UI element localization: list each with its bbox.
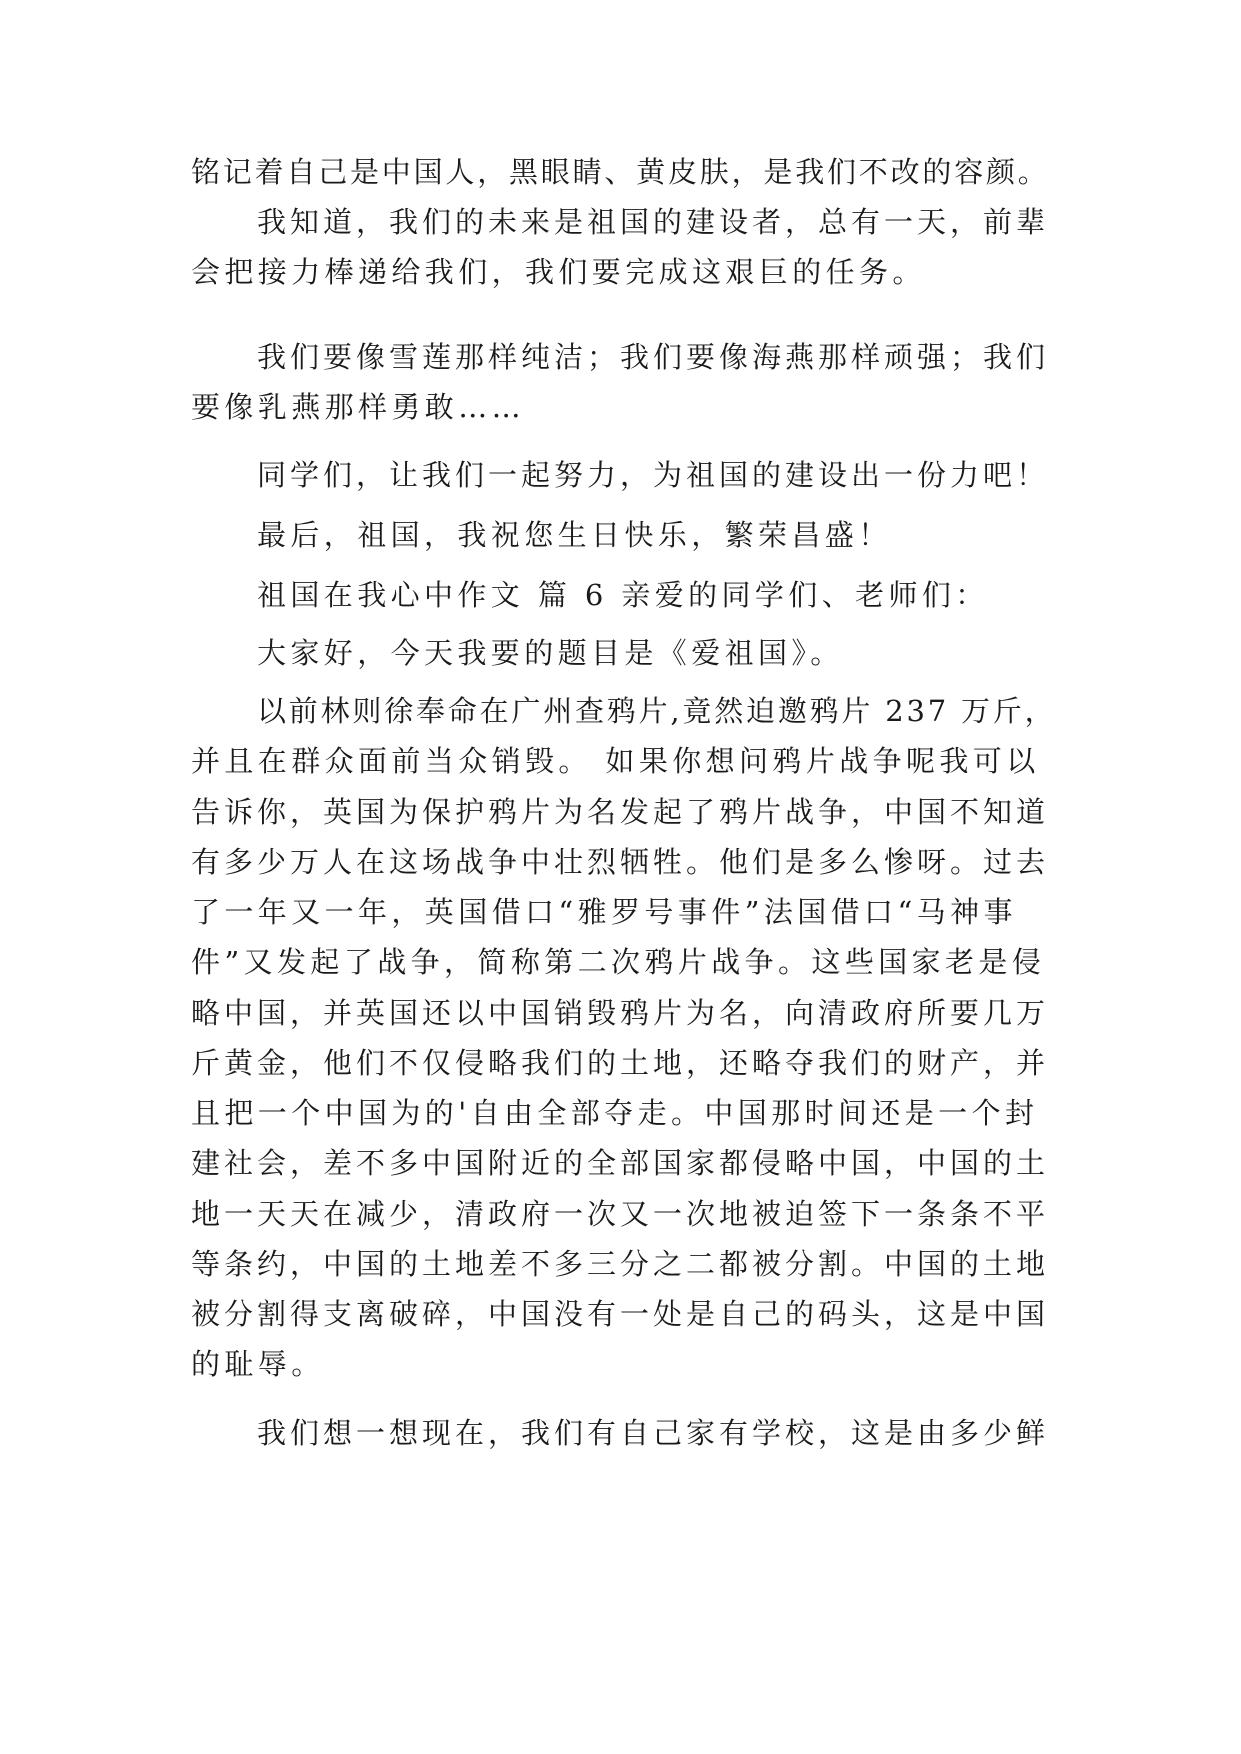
text-line: 的耻辱。: [191, 1347, 325, 1381]
text-line: 建社会，差不多中国附近的全部国家都侵略中国，中国的土: [191, 1146, 1050, 1180]
paragraph-line: 以前林则徐奉命在广州查鸦片,竟然迫邀鸦片 237 万斤，: [257, 694, 1057, 728]
text-line: 件”又发起了战争，简称第二次鸦片战争。这些国家老是侵: [191, 945, 1046, 979]
paragraph-line: 我们要像雪莲那样纯洁；我们要像海燕那样顽强；我们: [257, 340, 1050, 374]
paragraph-line: 我知道，我们的未来是祖国的建设者，总有一天，前辈: [257, 205, 1050, 239]
text-line: 且把一个中国为的'自由全部夺走。中国那时间还是一个封: [191, 1096, 1039, 1130]
text-line: 被分割得支离破碎，中国没有一处是自己的码头，这是中国: [191, 1297, 1050, 1331]
paragraph-line: 祖国在我心中作文 篇 6 亲爱的同学们、老师们：: [257, 578, 989, 612]
text-line: 会把接力棒递给我们，我们要完成这艰巨的任务。: [191, 255, 926, 289]
text-line: 等条约，中国的土地差不多三分之二都被分割。中国的土地: [191, 1247, 1050, 1281]
paragraph-line: 同学们，让我们一起努力，为祖国的建设出一份力吧！: [257, 458, 1050, 492]
text-line: 要像乳燕那样勇敢……: [191, 390, 526, 424]
paragraph-line: 大家好，今天我要的题目是《爱祖国》。: [257, 636, 844, 670]
text-line: 告诉你，英国为保护鸦片为名发起了鸦片战争，中国不知道: [191, 795, 1050, 829]
text-line: 并且在群众面前当众销毁。 如果你想问鸦片战争呢我可以: [191, 744, 1040, 778]
text-line: 地一天天在减少，清政府一次又一次地被迫签下一条条不平: [191, 1197, 1050, 1231]
paragraph-line: 最后，祖国，我祝您生日快乐，繁荣昌盛！: [257, 518, 892, 552]
text-line: 铭记着自己是中国人，黑眼睛、黄皮肤，是我们不改的容颜。: [191, 155, 1050, 189]
text-line: 有多少万人在这场战争中壮烈牺牲。他们是多么惨呀。过去: [191, 845, 1050, 879]
text-line: 斤黄金，他们不仅侵略我们的土地，还略夺我们的财产，并: [191, 1046, 1050, 1080]
paragraph-line: 我们想一想现在，我们有自己家有学校，这是由多少鲜: [257, 1416, 1050, 1450]
text-line: 略中国，并英国还以中国销毁鸦片为名，向清政府所要几万: [191, 996, 1050, 1030]
text-line: 了一年又一年，英国借口“雅罗号事件”法国借口“马神事: [191, 895, 1017, 929]
